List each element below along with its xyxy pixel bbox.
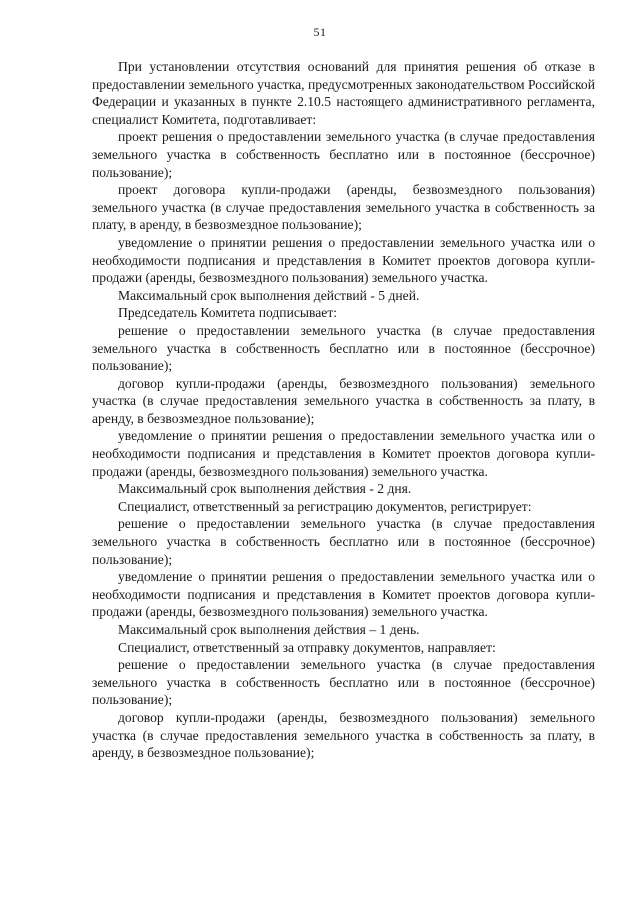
paragraph-7: решение о предоставлении земельного участка (в случае предоставления земельного участка в собственность бесплатно или в постоянное (бессрочное) пользование); bbox=[92, 322, 595, 374]
paragraph-12: решение о предоставлении земельного участка (в случае предоставления земельного участка в собственность бесплатно или в постоянное (бессрочное) пользование); bbox=[92, 516, 595, 567]
paragraph-5: Максимальный срок выполнения действий - 5 дней. bbox=[118, 287, 420, 303]
paragraph-6: Председатель Комитета подписывает: bbox=[118, 305, 338, 321]
paragraph-4: уведомление о принятии решения о предоставлении земельного участка или о необходимости подписания и представления в Комитет проектов договора купли-продажи (аренды, безвозмездного пользования) земельного участка. bbox=[92, 234, 595, 286]
paragraph-3: проект договора купли-продажи (аренды, безвозмездного пользования) земельного участка (в случае предоставления земельного участка в собственность за плату, в аренду, в безвозмездное пользование); bbox=[92, 182, 595, 233]
paragraph-10: Максимальный срок выполнения действия - 2 дня. bbox=[118, 481, 412, 497]
page-number: 51 bbox=[313, 25, 327, 39]
paragraph-15: Специалист, ответственный за отправку документов, направляет: bbox=[118, 639, 496, 655]
paragraph-8: договор купли-продажи (аренды, безвозмездного пользования) земельного участка (в случае предоставления земельного участка в собственность за плату, в аренду, в безвозмездное пользование); bbox=[92, 375, 595, 426]
paragraph-11: Специалист, ответственный за регистрацию документов, регистрирует: bbox=[118, 498, 532, 514]
paragraph-2: проект решения о предоставлении земельного участка (в случае предоставления земельного участка в собственность бесплатно или в постоянное (бессрочное) пользование); bbox=[92, 129, 595, 180]
paragraph-16: решение о предоставлении земельного участка (в случае предоставления земельного участка в собственность бесплатно или в постоянное (бессрочное) пользование); bbox=[92, 657, 595, 708]
paragraph-9: уведомление о принятии решения о предоставлении земельного участка или о необходимости подписания и представления в Комитет проектов договора купли-продажи (аренды, безвозмездного пользования) земельного участка. bbox=[92, 428, 595, 479]
paragraph-1: При установлении отсутствия оснований для принятия решения об отказе в предоставлении земельного участка, предусмотренных законодательством Российской Федерации и указанных в пункте 2.10.5 настоящего административного регламента, специалист Комитета, подготавливает: bbox=[92, 59, 595, 127]
paragraph-14: Максимальный срок выполнения действия – 1 день. bbox=[118, 622, 420, 637]
paragraph-17: договор купли-продажи (аренды, безвозмездного пользования) земельного участка (в случае предоставления земельного участка в собственность за плату, в аренду, в безвозмездное пользование); bbox=[92, 709, 595, 761]
paragraph-13: уведомление о принятии решения о предоставлении земельного участка или о необходимости подписания и представления в Комитет проектов договора купли-продажи (аренды, безвозмездного пользования) земельного участка. bbox=[92, 569, 595, 620]
document-body bbox=[92, 58, 595, 762]
